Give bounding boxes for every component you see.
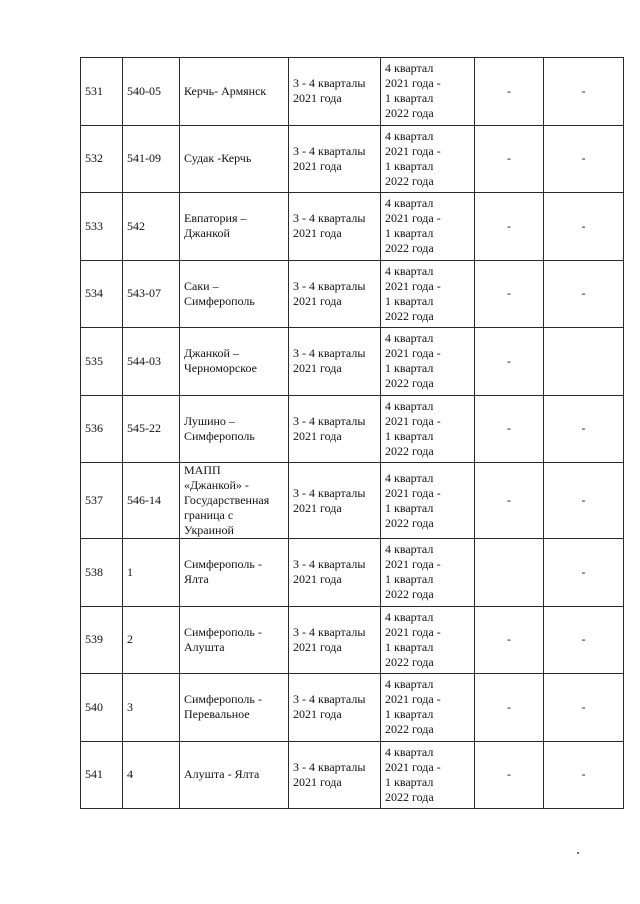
route-name: Симферополь - Перевальное	[180, 674, 289, 742]
route-name: Симферополь - Ялта	[180, 539, 289, 607]
route-name: Судак -Керчь	[180, 125, 289, 193]
row-number: 538	[81, 539, 123, 607]
dash-cell: -	[544, 463, 624, 539]
routes-table	[80, 57, 624, 809]
dash-cell: -	[544, 260, 624, 328]
dash-cell: -	[475, 125, 544, 193]
row-number: 535	[81, 328, 123, 396]
route-code: 540-05	[123, 58, 180, 126]
row-number: 540	[81, 674, 123, 742]
table-row	[81, 539, 624, 607]
route-code: 541-09	[123, 125, 180, 193]
route-code: 546-14	[123, 463, 180, 539]
end-period-cell: 4 квартал 2021 года - 1 квартал 2022 года	[381, 395, 475, 463]
dash-cell: -	[544, 741, 624, 809]
period-cell: 3 - 4 кварталы 2021 года	[289, 193, 381, 261]
period-cell: 3 - 4 кварталы 2021 года	[289, 674, 381, 742]
route-code: 4	[123, 741, 180, 809]
dash-cell: -	[475, 741, 544, 809]
route-code: 543-07	[123, 260, 180, 328]
period-cell: 3 - 4 кварталы 2021 года	[289, 606, 381, 674]
dash-cell: -	[475, 328, 544, 396]
table-row	[81, 125, 624, 193]
end-period-cell: 4 квартал 2021 года - 1 квартал 2022 года	[381, 58, 475, 126]
end-period-cell: 4 квартал 2021 года - 1 квартал 2022 года	[381, 539, 475, 607]
dash-cell: -	[475, 260, 544, 328]
dash-cell: -	[475, 463, 544, 539]
table-row	[81, 328, 624, 396]
route-code: 3	[123, 674, 180, 742]
table-row	[81, 606, 624, 674]
period-cell: 3 - 4 кварталы 2021 года	[289, 260, 381, 328]
dash-cell: -	[475, 606, 544, 674]
scan-speck	[577, 852, 579, 854]
route-name: Алушта - Ялта	[180, 741, 289, 809]
period-cell: 3 - 4 кварталы 2021 года	[289, 58, 381, 126]
table-row	[81, 395, 624, 463]
route-code: 2	[123, 606, 180, 674]
dash-cell: -	[475, 58, 544, 126]
period-cell: 3 - 4 кварталы 2021 года	[289, 463, 381, 539]
route-name: Симферополь - Алушта	[180, 606, 289, 674]
end-period-cell: 4 квартал 2021 года - 1 квартал 2022 года	[381, 193, 475, 261]
end-period-cell: 4 квартал 2021 года - 1 квартал 2022 года	[381, 328, 475, 396]
period-cell: 3 - 4 кварталы 2021 года	[289, 539, 381, 607]
route-name: МАПП «Джанкой» - Государственная граница с Украиной	[180, 463, 289, 539]
dash-cell: -	[544, 395, 624, 463]
table-row	[81, 193, 624, 261]
end-period-cell: 4 квартал 2021 года - 1 квартал 2022 года	[381, 741, 475, 809]
end-period-cell: 4 квартал 2021 года - 1 квартал 2022 года	[381, 125, 475, 193]
period-cell: 3 - 4 кварталы 2021 года	[289, 125, 381, 193]
route-code: 542	[123, 193, 180, 261]
route-name: Керчь- Армянск	[180, 58, 289, 126]
dash-cell: -	[544, 606, 624, 674]
row-number: 539	[81, 606, 123, 674]
end-period-cell: 4 квартал 2021 года - 1 квартал 2022 года	[381, 674, 475, 742]
row-number: 531	[81, 58, 123, 126]
route-code: 1	[123, 539, 180, 607]
table-row	[81, 260, 624, 328]
row-number: 541	[81, 741, 123, 809]
row-number: 533	[81, 193, 123, 261]
route-code: 545-22	[123, 395, 180, 463]
dash-cell	[544, 328, 624, 396]
row-number: 532	[81, 125, 123, 193]
period-cell: 3 - 4 кварталы 2021 года	[289, 328, 381, 396]
route-name: Саки – Симферополь	[180, 260, 289, 328]
dash-cell: -	[544, 193, 624, 261]
dash-cell: -	[544, 125, 624, 193]
route-name: Евпатория – Джанкой	[180, 193, 289, 261]
row-number: 536	[81, 395, 123, 463]
dash-cell: -	[475, 674, 544, 742]
period-cell: 3 - 4 кварталы 2021 года	[289, 395, 381, 463]
route-code: 544-03	[123, 328, 180, 396]
dash-cell: -	[475, 193, 544, 261]
table-row	[81, 741, 624, 809]
table-row	[81, 58, 624, 126]
table-row	[81, 463, 624, 539]
end-period-cell: 4 квартал 2021 года - 1 квартал 2022 года	[381, 606, 475, 674]
period-cell: 3 - 4 кварталы 2021 года	[289, 741, 381, 809]
row-number: 534	[81, 260, 123, 328]
dash-cell	[475, 539, 544, 607]
route-name: Лушино – Симферополь	[180, 395, 289, 463]
table-row	[81, 674, 624, 742]
end-period-cell: 4 квартал 2021 года - 1 квартал 2022 года	[381, 260, 475, 328]
dash-cell: -	[544, 674, 624, 742]
dash-cell: -	[544, 539, 624, 607]
route-name: Джанкой – Черноморское	[180, 328, 289, 396]
dash-cell: -	[544, 58, 624, 126]
row-number: 537	[81, 463, 123, 539]
end-period-cell: 4 квартал 2021 года - 1 квартал 2022 года	[381, 463, 475, 539]
dash-cell: -	[475, 395, 544, 463]
